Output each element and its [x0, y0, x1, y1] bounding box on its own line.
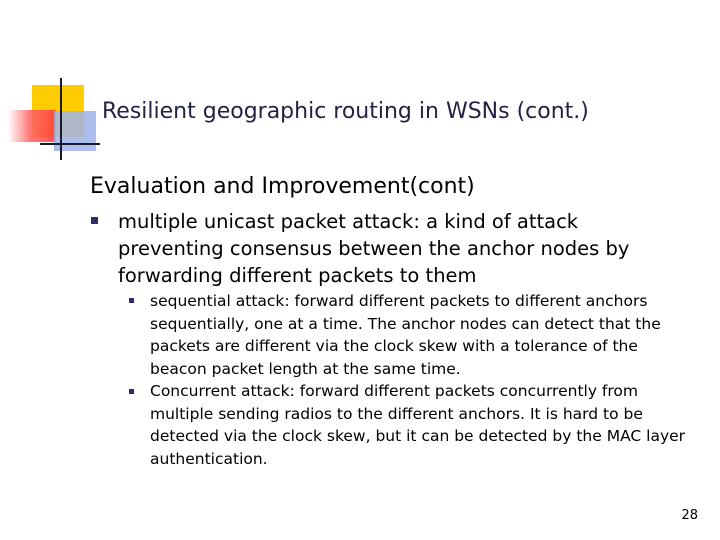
bullet-text: multiple unicast packet attack: a kind of attack preventing consensus between the anchor nodes by forwarding different packets to them	[118, 210, 630, 287]
sub-bullet-sequential-attack: sequential attack: forward different packets to different anchors sequentially, one at a time. The anchor nodes can detect that the packets are different via the clock skew with a tolerance of the beacon packet length at the same time.	[150, 292, 661, 378]
decorative-horizontal-line	[40, 143, 100, 145]
slide-title: Resilient geographic routing in WSNs (cont.)	[102, 99, 589, 124]
section-heading: Evaluation and Improvement(cont)	[90, 174, 475, 199]
sub-bullet-square-icon	[129, 298, 134, 303]
bullet-square-icon	[91, 217, 98, 224]
sub-bullet-concurrent-attack: Concurrent attack: forward different packets concurrently from multiple sending radios to the different anchors. It is hard to be detected via the clock skew, but it can be detected by the MAC layer authentication.	[150, 382, 686, 468]
decorative-red-bar	[8, 110, 56, 142]
sub-bullet-square-icon	[129, 389, 134, 394]
page-number: 28	[681, 508, 698, 523]
decorative-vertical-line	[60, 78, 62, 160]
